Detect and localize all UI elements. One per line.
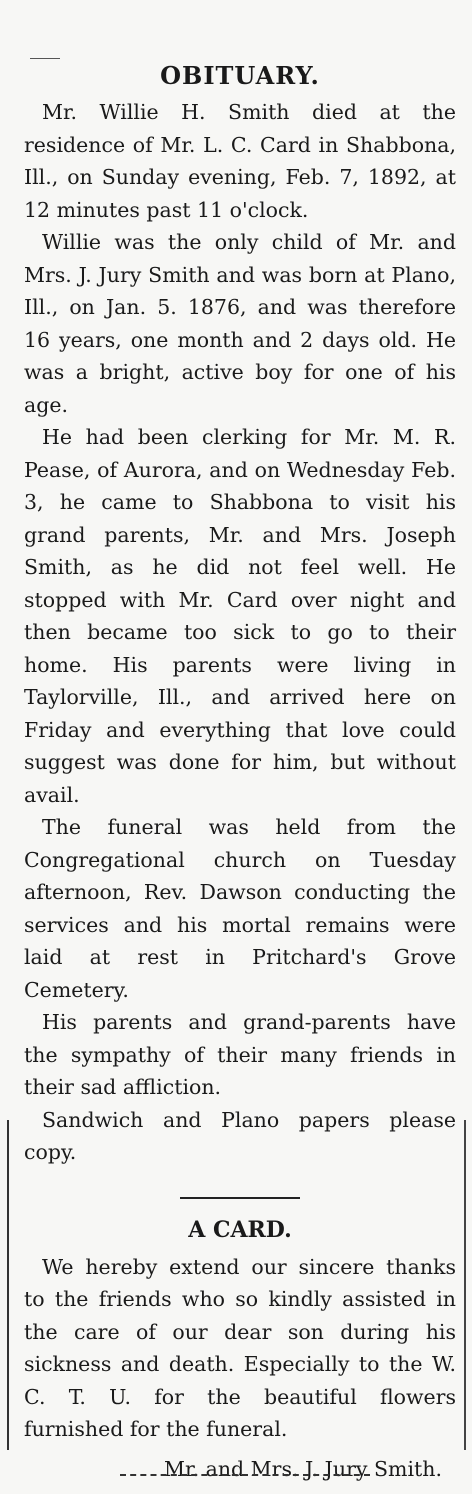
card-signature: Mr. and Mrs. J. Jury Smith.: [164, 1456, 442, 1481]
obituary-paragraph-5: His parents and grand-parents have the sympathy of their many friends in their sad affliction.: [24, 1010, 456, 1099]
left-column-border: [7, 1120, 9, 1450]
right-column-border: [464, 1120, 466, 1450]
obituary-paragraph-6: Sandwich and Plano papers please copy.: [24, 1107, 456, 1164]
section-divider: [180, 1197, 300, 1199]
obituary-paragraph-4: The funeral was held from the Congregational church on Tuesday afternoon, Rev. Dawson conducting the services and his mortal remains were laid at rest in Pritchard's Grove Cemetery.: [24, 815, 456, 1002]
obituary-paragraph-3: He had been clerking for Mr. M. R. Pease, of Aurora, and on Wednesday Feb. 3, he came to Shabbona to visit his grand parents, Mr. and Mrs. Joseph Smith, as he did not feel well. He stopped with Mr. Card over night and then became too sick to go to their home. His parents were living in Taylorville, Ill., and arrived here on Friday and everything that love could suggest was done for him, but without avail.: [24, 425, 456, 807]
card-title: A CARD.: [188, 1216, 292, 1243]
obituary-paragraph-2: Willie was the only child of Mr. and Mrs. J. Jury Smith and was born at Plano, Ill., on Jan. 5. 1876, and was therefore 16 years, one month and 2 days old. He was a bright, active boy for one of his age.: [24, 230, 456, 417]
text-column: [24, 60, 456, 1486]
obituary-paragraph-1: Mr. Willie H. Smith died at the residence of Mr. L. C. Card in Shabbona, Ill., on Sunday evening, Feb. 7, 1892, at 12 minutes past 11 o'clock.: [24, 100, 456, 222]
card-body: We hereby extend our sincere thanks to the friends who so kindly assisted in the care of our dear son during his sickness and death. Especially to the W. C. T. U. for the beautiful flowers furnished for the funeral.: [24, 1254, 456, 1441]
obituary-title: OBITUARY.: [160, 61, 320, 90]
bottom-rule: [120, 1474, 370, 1476]
top-rule-fragment: [30, 58, 60, 59]
